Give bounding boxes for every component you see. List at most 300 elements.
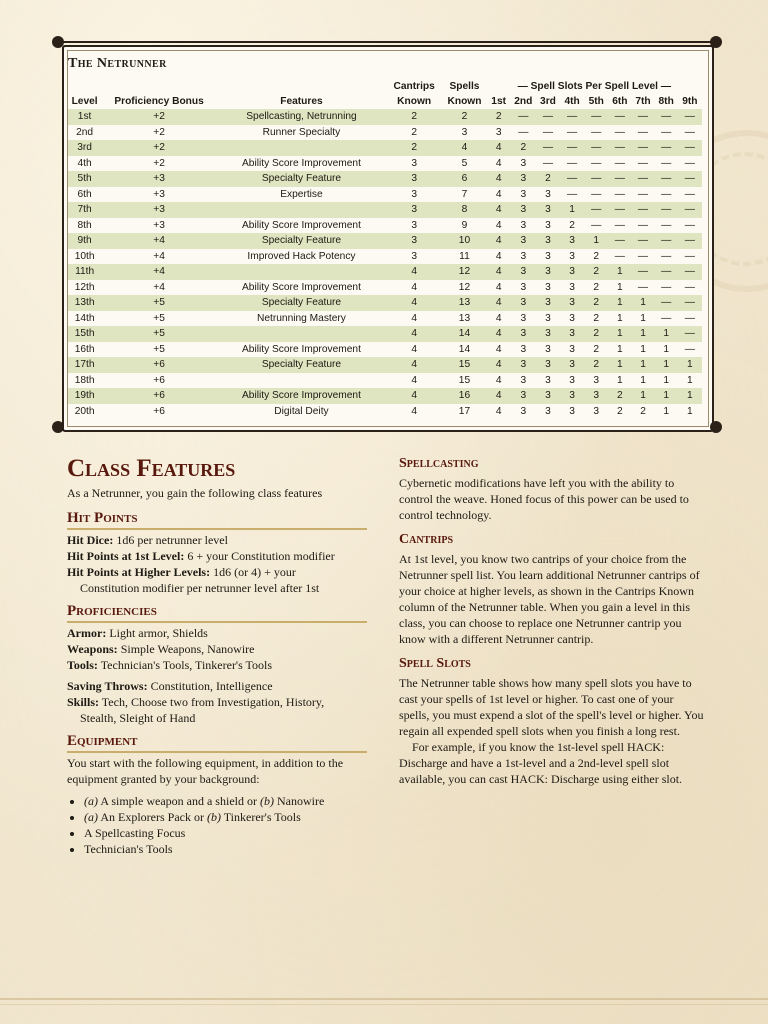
slot-cell: 1 bbox=[631, 326, 654, 342]
left-column bbox=[67, 455, 367, 857]
hp-higher-levels-line bbox=[67, 564, 367, 580]
level-cell: 16th bbox=[74, 343, 95, 355]
cantrips-cell: 2 bbox=[386, 140, 442, 156]
slot-cell: 3 bbox=[511, 264, 536, 280]
slot-cell: — bbox=[684, 126, 695, 138]
slot-cell: 1 bbox=[663, 405, 669, 417]
slot-cell: — bbox=[684, 188, 695, 200]
spellcasting-text: Cybernetic modifications have left you with the ability to control the weave. Honed focus of this power can be used to control technology. bbox=[399, 476, 689, 522]
features-cell bbox=[217, 140, 386, 156]
slot-cell: 1 bbox=[640, 312, 646, 324]
slot-cell: 3 bbox=[545, 281, 551, 293]
slot-cell: 3 bbox=[560, 233, 584, 249]
proficiency-cell: +2 bbox=[153, 157, 165, 169]
slot-cell: — bbox=[637, 219, 649, 231]
slot-cell: — bbox=[661, 157, 672, 169]
table-row bbox=[68, 357, 702, 373]
slot-cell: 1 bbox=[608, 264, 631, 280]
frame-corner bbox=[52, 36, 64, 48]
slot-cell: 2 bbox=[536, 171, 560, 187]
slot-cell: 3 bbox=[569, 312, 575, 324]
slot-cell: 3 bbox=[520, 312, 527, 324]
table-row bbox=[68, 264, 702, 280]
slot-cell: — bbox=[631, 171, 654, 187]
level-cell: 4th bbox=[77, 157, 92, 169]
level-cell: 19th bbox=[68, 388, 101, 404]
slot-cell: — bbox=[684, 312, 695, 324]
slot-cell: 2 bbox=[584, 295, 608, 311]
slot-cell: 3 bbox=[569, 405, 575, 417]
slot-cell: 1 bbox=[631, 357, 654, 373]
proficiency-cell: +4 bbox=[101, 233, 217, 249]
slot-cell: — bbox=[631, 264, 654, 280]
slot-cell: 3 bbox=[545, 343, 551, 355]
slot-cell: 3 bbox=[520, 343, 527, 355]
armor-line bbox=[67, 625, 367, 641]
slot-cell: 4 bbox=[487, 388, 511, 404]
header-spell-slots: — Spell Slots Per Spell Level — bbox=[517, 81, 672, 92]
hp-higher-levels-value: 1d6 (or 4) + your bbox=[210, 565, 296, 579]
proficiency-cell: +5 bbox=[101, 295, 217, 311]
slot-cell: 1 bbox=[617, 312, 623, 324]
slot-cell: 2 bbox=[593, 312, 600, 324]
level-cell: 13th bbox=[68, 295, 101, 311]
spells-cell: 9 bbox=[461, 219, 468, 231]
level-cell: 12th bbox=[74, 281, 95, 293]
class-features-intro: As a Netrunner, you gain the following class features bbox=[67, 486, 323, 500]
slot-cell: — bbox=[560, 109, 584, 125]
slot-cell: — bbox=[684, 157, 695, 169]
proficiency-cell: +3 bbox=[153, 219, 165, 231]
slot-cell: 1 bbox=[687, 374, 693, 386]
hp-first-level-value: 6 + your Constitution modifier bbox=[184, 549, 335, 563]
slot-cell: 3 bbox=[593, 374, 600, 386]
table-row bbox=[68, 202, 702, 218]
slot-cell: 2 bbox=[593, 250, 600, 262]
slot-cell: — bbox=[518, 126, 529, 138]
table-row bbox=[68, 342, 702, 358]
table-row bbox=[68, 404, 702, 420]
slot-cell: 3 bbox=[545, 405, 551, 417]
slot-cell: — bbox=[661, 250, 672, 262]
slot-cell: 3 bbox=[536, 388, 560, 404]
features-cell: Spellcasting, Netrunning bbox=[217, 109, 386, 125]
spells-cell: 12 bbox=[458, 281, 471, 293]
level-cell: 15th bbox=[68, 326, 101, 342]
weapons-label: Weapons: bbox=[67, 642, 118, 656]
slot-cell: — bbox=[637, 188, 649, 200]
spells-cell: 15 bbox=[442, 357, 486, 373]
slot-cell: 1 bbox=[608, 357, 631, 373]
slot-cell: 3 bbox=[536, 264, 560, 280]
features-cell bbox=[217, 264, 386, 280]
slot-cell: 4 bbox=[487, 357, 511, 373]
slot-cell: 3 bbox=[536, 326, 560, 342]
slot-cell: 4 bbox=[487, 233, 511, 249]
header-level: Level bbox=[71, 96, 98, 107]
level-cell: 2nd bbox=[76, 126, 94, 138]
level-cell: 8th bbox=[77, 219, 92, 231]
slot-cell: — bbox=[614, 250, 625, 262]
page-footer-border bbox=[0, 998, 768, 1010]
saving-throws-value: Constitution, Intelligence bbox=[147, 679, 273, 693]
slot-cell: 1 bbox=[678, 357, 702, 373]
hit-dice-label: Hit Dice: bbox=[67, 533, 114, 547]
cantrips-cell: 3 bbox=[411, 250, 417, 262]
features-cell: Ability Score Improvement bbox=[217, 388, 386, 404]
table-row bbox=[68, 233, 702, 249]
level-cell: 3rd bbox=[68, 140, 101, 156]
features-cell: Specialty Feature bbox=[217, 171, 386, 187]
slot-cell: 4 bbox=[487, 326, 511, 342]
spells-cell: 7 bbox=[461, 188, 468, 200]
header-features: Features bbox=[280, 96, 323, 107]
table-row bbox=[68, 125, 702, 141]
slot-cell: 1 bbox=[560, 202, 584, 218]
cantrips-cell: 3 bbox=[386, 171, 442, 187]
slot-cell: — bbox=[511, 109, 536, 125]
slot-cell: 1 bbox=[655, 388, 678, 404]
cantrips-cell: 4 bbox=[386, 326, 442, 342]
slot-cell: 3 bbox=[560, 264, 584, 280]
slot-cell: 3 bbox=[511, 326, 536, 342]
table-row bbox=[68, 156, 702, 172]
slot-cell: — bbox=[655, 109, 678, 125]
slot-cell: — bbox=[661, 219, 672, 231]
slot-cell: 2 bbox=[593, 343, 600, 355]
armor-value: Light armor, Shields bbox=[106, 626, 208, 640]
slot-cell: — bbox=[637, 281, 649, 293]
features-cell: Netrunning Mastery bbox=[257, 312, 346, 324]
header-slot-level: 3rd bbox=[540, 96, 556, 107]
level-cell: 5th bbox=[68, 171, 101, 187]
features-cell bbox=[217, 202, 386, 218]
slot-cell: 2 bbox=[593, 281, 600, 293]
slot-cell: — bbox=[614, 188, 625, 200]
slot-cell: 3 bbox=[569, 343, 575, 355]
features-cell: Ability Score Improvement bbox=[242, 281, 361, 293]
table-row bbox=[68, 109, 702, 125]
slot-cell: 3 bbox=[593, 405, 600, 417]
slot-cell: — bbox=[614, 157, 625, 169]
slot-cell: 3 bbox=[520, 219, 527, 231]
proficiency-cell: +4 bbox=[153, 281, 165, 293]
features-cell: Specialty Feature bbox=[217, 357, 386, 373]
level-cell: 10th bbox=[74, 250, 95, 262]
slot-cell: — bbox=[542, 157, 554, 169]
slot-cell: — bbox=[560, 171, 584, 187]
slot-cell: 1 bbox=[640, 374, 646, 386]
slot-cell: 4 bbox=[495, 343, 502, 355]
slot-cell: — bbox=[608, 171, 631, 187]
frame-corner bbox=[710, 36, 722, 48]
slot-cell: — bbox=[560, 140, 584, 156]
table-row bbox=[68, 280, 702, 296]
slot-cell: 3 bbox=[584, 388, 608, 404]
header-cantrips-known: Known bbox=[397, 96, 432, 107]
slot-cell: — bbox=[684, 343, 695, 355]
features-cell: Digital Deity bbox=[274, 405, 329, 417]
table-title: The Netrunner bbox=[68, 56, 167, 71]
slot-cell: 4 bbox=[487, 140, 511, 156]
cantrips-cell: 3 bbox=[411, 219, 417, 231]
slot-cell: 4 bbox=[495, 188, 502, 200]
header-slot-level: 2nd bbox=[514, 96, 533, 107]
slot-cell: — bbox=[655, 264, 678, 280]
skills-value: Tech, Choose two from Investigation, History, bbox=[99, 695, 325, 709]
cantrips-cell: 4 bbox=[411, 405, 417, 417]
table-row bbox=[68, 187, 702, 203]
slot-cell: 4 bbox=[495, 374, 502, 386]
level-cell: 1st bbox=[68, 109, 101, 125]
slot-cell: 2 bbox=[608, 388, 631, 404]
header-slot-level: 8th bbox=[658, 96, 674, 107]
slot-cell: — bbox=[584, 140, 608, 156]
spells-cell: 16 bbox=[442, 388, 486, 404]
proficiency-cell: +2 bbox=[101, 140, 217, 156]
table-row bbox=[68, 373, 702, 389]
level-cell: 9th bbox=[68, 233, 101, 249]
proficiency-cell: +6 bbox=[101, 357, 217, 373]
features-cell: Specialty Feature bbox=[217, 295, 386, 311]
slot-cell: 3 bbox=[520, 374, 527, 386]
weapons-line bbox=[67, 641, 367, 657]
equipment-list bbox=[67, 793, 367, 857]
slot-cell: 2 bbox=[487, 109, 511, 125]
slot-cell: — bbox=[584, 109, 608, 125]
header-slot-level: 9th bbox=[682, 96, 698, 107]
table-row bbox=[68, 218, 702, 234]
features-cell bbox=[217, 373, 386, 389]
slot-cell: 3 bbox=[569, 374, 575, 386]
spellcasting-heading: Spellcasting bbox=[399, 456, 479, 471]
slot-cell: — bbox=[637, 126, 649, 138]
proficiency-cell: +2 bbox=[153, 126, 165, 138]
slot-cell: 4 bbox=[495, 312, 502, 324]
slot-cell: — bbox=[655, 140, 678, 156]
slot-cell: 3 bbox=[560, 326, 584, 342]
level-cell: 7th bbox=[68, 202, 101, 218]
cantrips-cell: 4 bbox=[386, 388, 442, 404]
slot-cell: 1 bbox=[663, 343, 669, 355]
cantrips-cell: 3 bbox=[411, 157, 417, 169]
slot-cell: 1 bbox=[640, 343, 646, 355]
table-header-row bbox=[68, 94, 702, 109]
slot-cell: 1 bbox=[678, 388, 702, 404]
slot-cell: 4 bbox=[495, 250, 502, 262]
slot-cell: 4 bbox=[487, 264, 511, 280]
slot-cell: 4 bbox=[495, 219, 502, 231]
slot-cell: — bbox=[631, 233, 654, 249]
hp-first-level-line bbox=[67, 548, 367, 564]
frame-corner bbox=[52, 421, 64, 433]
header-slot-level: 6th bbox=[612, 96, 628, 107]
cantrips-cell: 4 bbox=[386, 264, 442, 280]
header-spells-top: Spells bbox=[449, 81, 480, 92]
slot-cell: — bbox=[678, 295, 702, 311]
slot-cell: — bbox=[631, 202, 654, 218]
features-cell: Ability Score Improvement bbox=[242, 157, 361, 169]
slot-cell: 3 bbox=[511, 388, 536, 404]
slot-cell: — bbox=[591, 157, 602, 169]
table-row bbox=[68, 311, 702, 327]
slot-cell: 3 bbox=[511, 295, 536, 311]
hp-higher-levels-label: Hit Points at Higher Levels: bbox=[67, 565, 211, 579]
slot-cell: — bbox=[661, 312, 672, 324]
proficiency-cell: +2 bbox=[101, 109, 217, 125]
slot-cell: 3 bbox=[511, 233, 536, 249]
slot-cell: — bbox=[684, 219, 695, 231]
slot-cell: 3 bbox=[560, 295, 584, 311]
slot-cell: 2 bbox=[584, 357, 608, 373]
proficiency-cell: +6 bbox=[153, 405, 165, 417]
slot-cell: 1 bbox=[631, 295, 654, 311]
header-slot-level: 1st bbox=[491, 96, 507, 107]
cantrips-text: At 1st level, you know two cantrips of your choice from the Netrunner spell list. You learn additional Netrunner cantrips of your choice at higher levels, as shown in the Cantrips Known column of the Netrunner table. When you gain a level in this class, you can choose to replace one Netrunner cantrip you know with a different Netrunner cantrip. bbox=[399, 552, 700, 646]
slot-cell: 1 bbox=[655, 357, 678, 373]
features-cell: Ability Score Improvement bbox=[242, 219, 361, 231]
cantrips-cell: 4 bbox=[411, 374, 417, 386]
slot-cell: 2 bbox=[511, 140, 536, 156]
equipment-item: • (a) A simple weapon and a shield or (b) Nanowire bbox=[84, 793, 367, 809]
tools-value: Technician's Tools, Tinkerer's Tools bbox=[97, 658, 273, 672]
table-row bbox=[68, 295, 702, 311]
spells-cell: 14 bbox=[458, 343, 471, 355]
slot-cell: 3 bbox=[520, 250, 527, 262]
equipment-item: • (a) An Explorers Pack or (b) Tinkerer's Tools bbox=[84, 809, 367, 825]
proficiency-cell: +4 bbox=[153, 250, 165, 262]
slot-cell: — bbox=[655, 202, 678, 218]
slot-cell: 3 bbox=[545, 219, 551, 231]
spells-cell: 2 bbox=[442, 109, 486, 125]
proficiency-cell: +3 bbox=[153, 188, 165, 200]
cantrips-cell: 3 bbox=[386, 233, 442, 249]
equipment-item: • A Spellcasting Focus bbox=[84, 825, 367, 841]
spell-slots-text: The Netrunner table shows how many spell slots you have to cast your spells of 1st level or higher. To cast one of your spells, you must expend a slot of the spell's level or higher. You regain all expended spell slots when you finish a long rest. bbox=[399, 676, 704, 738]
header-spells-known: Known bbox=[447, 96, 482, 107]
slot-cell: — bbox=[614, 219, 625, 231]
slot-cell: — bbox=[584, 202, 608, 218]
header-slot-level: 7th bbox=[635, 96, 651, 107]
slot-cell: 4 bbox=[495, 405, 502, 417]
slot-cell: 3 bbox=[511, 171, 536, 187]
cantrips-cell: 4 bbox=[411, 343, 417, 355]
slot-cell: 3 bbox=[520, 405, 527, 417]
features-cell: Expertise bbox=[280, 188, 323, 200]
hit-dice-value: 1d6 per netrunner level bbox=[113, 533, 228, 547]
slot-cell: — bbox=[608, 140, 631, 156]
hit-points-heading: Hit Points bbox=[67, 509, 367, 530]
slot-cell: 3 bbox=[520, 157, 527, 169]
saving-throws-line bbox=[67, 678, 367, 694]
slot-cell: — bbox=[614, 126, 625, 138]
slot-cell: 1 bbox=[631, 388, 654, 404]
table-row bbox=[68, 171, 702, 187]
slot-cell: — bbox=[684, 250, 695, 262]
spells-cell: 8 bbox=[442, 202, 486, 218]
proficiency-cell: +3 bbox=[101, 202, 217, 218]
slot-cell: 1 bbox=[608, 295, 631, 311]
slot-cell: — bbox=[591, 126, 602, 138]
slot-cell: — bbox=[655, 171, 678, 187]
cantrips-cell: 3 bbox=[386, 202, 442, 218]
features-cell: Runner Specialty bbox=[262, 126, 341, 138]
slot-cell: 2 bbox=[584, 326, 608, 342]
proficiency-cell: +5 bbox=[153, 343, 165, 355]
cantrips-heading: Cantrips bbox=[399, 532, 454, 547]
skills-label: Skills: bbox=[67, 695, 100, 709]
slot-cell: — bbox=[661, 281, 672, 293]
slot-cell: — bbox=[678, 171, 702, 187]
level-cell: 17th bbox=[68, 357, 101, 373]
slot-cell: 1 bbox=[584, 233, 608, 249]
equipment-heading: Equipment bbox=[67, 732, 367, 753]
slot-cell: 1 bbox=[687, 405, 693, 417]
slot-cell: 1 bbox=[655, 326, 678, 342]
slot-cell: 3 bbox=[520, 188, 527, 200]
slot-cell: — bbox=[536, 109, 560, 125]
slot-cell: — bbox=[678, 233, 702, 249]
spells-cell: 15 bbox=[458, 374, 471, 386]
slot-cell: 1 bbox=[617, 281, 623, 293]
proficiency-cell: +5 bbox=[101, 326, 217, 342]
slot-cell: 3 bbox=[520, 281, 527, 293]
header-cantrips-top: Cantrips bbox=[393, 81, 435, 92]
spells-cell: 13 bbox=[458, 312, 471, 324]
slot-cell: — bbox=[536, 140, 560, 156]
slot-cell: 2 bbox=[617, 405, 623, 417]
slot-cell: 1 bbox=[617, 374, 623, 386]
slot-cell: 2 bbox=[640, 405, 646, 417]
slot-cell: 3 bbox=[536, 233, 560, 249]
slot-cell: 1 bbox=[663, 374, 669, 386]
slot-cell: — bbox=[608, 233, 631, 249]
slot-cell: — bbox=[591, 188, 602, 200]
cantrips-cell: 2 bbox=[386, 109, 442, 125]
spells-cell: 11 bbox=[459, 250, 470, 262]
proficiency-cell: +6 bbox=[153, 374, 165, 386]
slot-cell: 4 bbox=[495, 157, 502, 169]
slot-cell: 3 bbox=[536, 202, 560, 218]
slot-cell: — bbox=[678, 140, 702, 156]
cantrips-cell: 2 bbox=[411, 126, 417, 138]
slot-cell: 2 bbox=[584, 264, 608, 280]
saving-throws-label: Saving Throws: bbox=[67, 679, 148, 693]
slot-cell: 4 bbox=[487, 295, 511, 311]
slot-cell: 4 bbox=[487, 202, 511, 218]
proficiency-cell: +6 bbox=[101, 388, 217, 404]
equipment-item: • Technician's Tools bbox=[84, 841, 367, 857]
slot-cell: — bbox=[637, 250, 649, 262]
spells-cell: 12 bbox=[442, 264, 486, 280]
tools-label: Tools: bbox=[67, 658, 98, 672]
slot-cell: — bbox=[678, 326, 702, 342]
proficiency-cell: +5 bbox=[153, 312, 165, 324]
table-row bbox=[68, 326, 702, 342]
slot-cell: — bbox=[567, 126, 578, 138]
slot-cell: 3 bbox=[560, 388, 584, 404]
features-cell: Ability Score Improvement bbox=[242, 343, 361, 355]
slot-cell: 3 bbox=[569, 250, 575, 262]
slot-cell: — bbox=[661, 126, 672, 138]
level-cell: 6th bbox=[77, 188, 92, 200]
level-cell: 18th bbox=[74, 374, 95, 386]
slot-cell: — bbox=[678, 109, 702, 125]
slot-cell: — bbox=[591, 219, 602, 231]
spells-cell: 4 bbox=[442, 140, 486, 156]
slot-cell: 3 bbox=[536, 295, 560, 311]
slot-cell: 1 bbox=[608, 326, 631, 342]
